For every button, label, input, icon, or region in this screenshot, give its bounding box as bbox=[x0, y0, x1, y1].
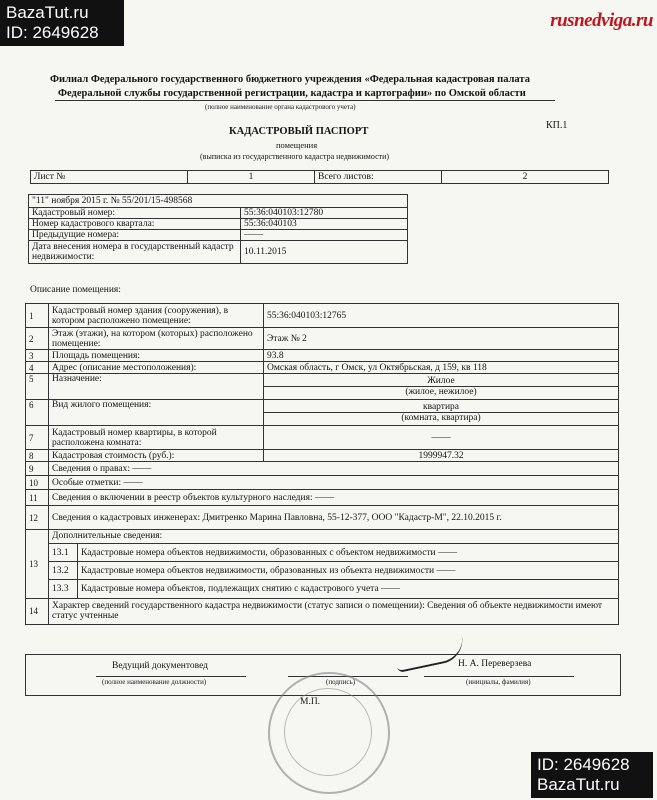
row-number: 2 bbox=[26, 328, 49, 350]
row-label: Сведения о правах: —— bbox=[49, 462, 619, 476]
info-label: Номер кадастрового квартала: bbox=[29, 219, 241, 230]
row-number: 10 bbox=[26, 476, 49, 490]
sub-text: Кадастровые номера объектов недвижимости, образованных из объекта недвижимости —— bbox=[78, 562, 619, 580]
description-title: Описание помещения: bbox=[30, 285, 121, 295]
dwelling-type-note: (комната, квартира) bbox=[264, 412, 618, 423]
row-value: Омская область, г Омск, ул Октябрьская, д 159, кв 118 bbox=[264, 362, 619, 374]
row-value: 55:36:040103:12765 bbox=[264, 304, 619, 328]
info-value: 55:36:040103:12780 bbox=[241, 208, 408, 219]
watermark-bottom-right bbox=[531, 752, 653, 798]
header-rule bbox=[55, 100, 555, 101]
additional-info-label: Дополнительные сведения: bbox=[52, 531, 163, 541]
watermark-id: ID: 2649628 bbox=[537, 755, 630, 774]
row-number: 11 bbox=[26, 490, 49, 506]
document-title: КАДАСТРОВЫЙ ПАСПОРТ bbox=[229, 126, 369, 137]
row-value: —— bbox=[264, 426, 619, 450]
org-line-1: Филиал Федерального государственного бюджетного учреждения «Федеральная кадастровая палата bbox=[50, 74, 530, 85]
row-number: 6 bbox=[26, 400, 49, 426]
document-subtitle: помещения bbox=[276, 140, 318, 150]
row-value: 1999947.32 bbox=[264, 450, 619, 462]
document-subtitle-note: (выписка из государственного кадастра недвижимости) bbox=[200, 152, 390, 161]
row-label: Кадастровая стоимость (руб.): bbox=[49, 450, 264, 462]
name-note: (инициалы, фамилия) bbox=[466, 678, 531, 686]
watermark-site: BazaTut.ru bbox=[537, 775, 620, 794]
row-label: Кадастровый номер здания (сооружения), в котором расположено помещение: bbox=[49, 304, 264, 328]
row-label: Адрес (описание местоположения): bbox=[49, 362, 264, 374]
watermark-id: ID: 2649628 bbox=[6, 23, 99, 42]
additional-info-cell bbox=[49, 530, 619, 599]
brand-logo: rusnedviga.ru bbox=[550, 10, 653, 31]
org-line-2: Федеральной службы государственной регистрации, кадастра и картографии» по Омской области bbox=[58, 88, 526, 99]
row-label: Вид жилого помещения: bbox=[49, 400, 264, 426]
dwelling-type-value: квартира bbox=[422, 402, 460, 412]
role-line bbox=[96, 676, 246, 677]
row-number: 13 bbox=[26, 530, 49, 599]
sheet-table bbox=[30, 170, 609, 184]
row-number: 4 bbox=[26, 362, 49, 374]
row-number: 1 bbox=[26, 304, 49, 328]
info-label: Кадастровый номер: bbox=[29, 208, 241, 219]
sub-number: 13.3 bbox=[49, 580, 78, 598]
purpose-cell bbox=[264, 374, 619, 400]
date-line: "11" ноября 2015 г. № 55/201/15-498568 bbox=[29, 195, 408, 208]
stamp-label: М.П. bbox=[300, 697, 321, 707]
row-label: Кадастровый номер квартиры, в которой расположена комната: bbox=[49, 426, 264, 450]
row-number: 14 bbox=[26, 598, 49, 624]
watermark-top-left bbox=[0, 0, 124, 46]
dwelling-type-cell bbox=[264, 400, 619, 426]
signature-note: (подпись) bbox=[326, 678, 356, 686]
row-label: Площадь помещения: bbox=[49, 350, 264, 362]
purpose-value: Жилое bbox=[427, 376, 455, 386]
role-note: (полное наименование должности) bbox=[102, 678, 207, 686]
sub-text: Кадастровые номера объектов недвижимости, образованных с объектом недвижимости —— bbox=[78, 544, 619, 562]
row-label: Особые отметки: —— bbox=[49, 476, 619, 490]
watermark-site: BazaTut.ru bbox=[6, 3, 89, 22]
sub-number: 13.2 bbox=[49, 562, 78, 580]
row-label: Этаж (этажи), на котором (которых) расположено помещение: bbox=[49, 328, 264, 350]
signer-role: Ведущий документовед bbox=[112, 661, 209, 671]
official-stamp bbox=[268, 672, 390, 794]
signer-name: Н. А. Переверзева bbox=[458, 659, 532, 669]
form-code: КП.1 bbox=[546, 120, 568, 131]
row-number: 7 bbox=[26, 426, 49, 450]
registry-info-table bbox=[28, 194, 408, 264]
row-label: Характер сведений государственного кадастра недвижимости (статус записи о помещении): Сведения об объекте недвижимости имеют статус учтенные bbox=[49, 598, 619, 624]
row-value: 93.8 bbox=[264, 350, 619, 362]
row-number: 9 bbox=[26, 462, 49, 476]
info-value: 55:36:040103 bbox=[241, 219, 408, 230]
row-number: 3 bbox=[26, 350, 49, 362]
sheet-label: Лист № bbox=[31, 171, 188, 184]
total-value: 2 bbox=[442, 171, 609, 184]
description-table bbox=[25, 303, 619, 625]
row-number: 8 bbox=[26, 450, 49, 462]
info-label: Дата внесения номера в государственный кадастр недвижимости: bbox=[29, 241, 241, 264]
row-number: 12 bbox=[26, 506, 49, 530]
info-value: —— bbox=[241, 230, 408, 241]
row-label: Сведения о кадастровых инженерах: Дмитренко Марина Павловна, 55-12-377, ООО "Кадастр-М", 22.10.2015 г. bbox=[49, 506, 619, 530]
total-label: Всего листов: bbox=[315, 171, 442, 184]
row-label: Сведения о включении в реестр объектов культурного наследия: —— bbox=[49, 490, 619, 506]
purpose-note: (жилое, нежилое) bbox=[264, 386, 618, 397]
sub-text: Кадастровые номера объектов, подлежащих снятию с кадастрового учета —— bbox=[78, 580, 619, 598]
info-label: Предыдущие номера: bbox=[29, 230, 241, 241]
additional-info-table bbox=[49, 543, 618, 598]
sheet-value: 1 bbox=[188, 171, 315, 184]
org-note: (полное наименование органа кадастрового учета) bbox=[205, 103, 356, 111]
sub-number: 13.1 bbox=[49, 544, 78, 562]
row-number: 5 bbox=[26, 374, 49, 400]
info-value: 10.11.2015 bbox=[241, 241, 408, 264]
row-label: Назначение: bbox=[49, 374, 264, 400]
row-value: Этаж № 2 bbox=[264, 328, 619, 350]
name-line bbox=[424, 676, 574, 677]
